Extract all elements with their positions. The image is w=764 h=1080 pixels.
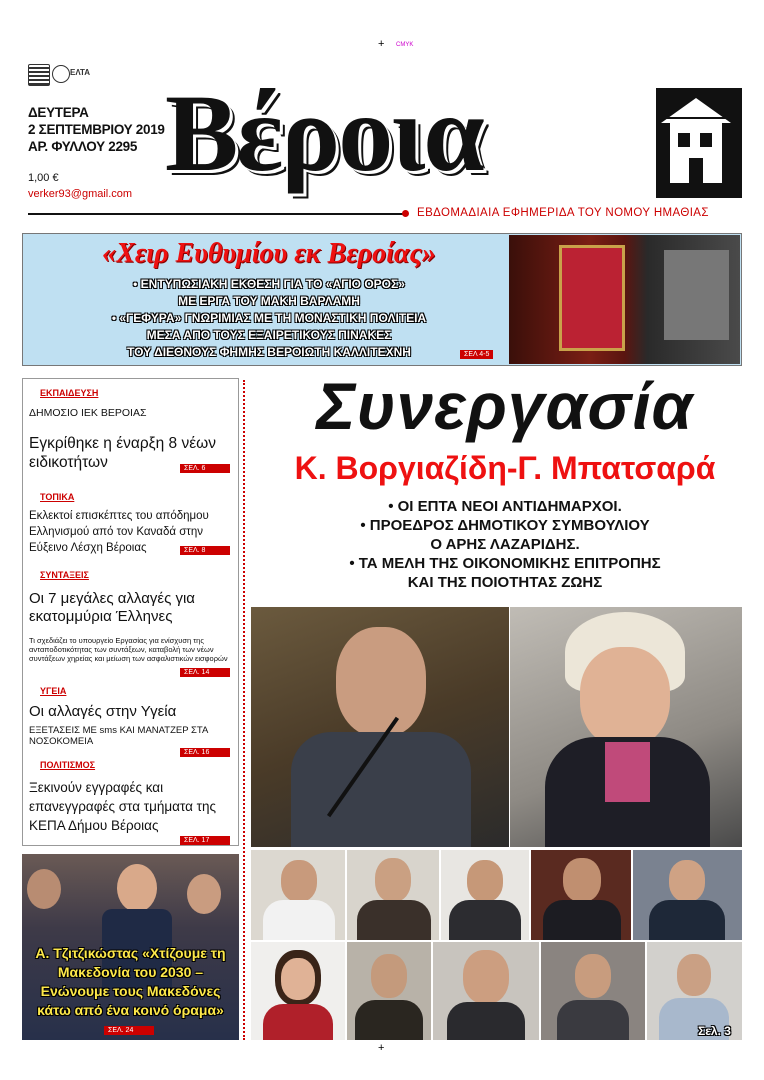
category-label: ΠΟΛΙΤΙΣΜΟΣ <box>40 760 96 770</box>
elta-label: ΕΛΤΑ <box>70 68 91 77</box>
person-head <box>467 860 503 902</box>
person-head <box>117 864 157 912</box>
banner-line: • «ΓΕΦΥΡΑ» ΓΝΩΡΙΜΙΑΣ ΜΕ ΤΗ ΜΟΝΑΣΤΙΚΗ ΠΟΛΙΤΕΙΑ <box>111 311 427 325</box>
email[interactable]: verker93@gmail.com <box>28 188 133 200</box>
person-jacket <box>355 1000 423 1040</box>
brief-headline[interactable]: Οι 7 μεγάλες αλλαγές για εκατομμύρια Έλληνες <box>29 590 195 625</box>
banner-lines <box>30 276 508 361</box>
person-head <box>27 869 61 909</box>
person-head <box>575 954 611 998</box>
person-head <box>463 950 509 1004</box>
bullet-line: • ΟΙ ΕΠΤΑ ΝΕΟΙ ΑΝΤΙΔΗΜΑΡΧΟΙ. <box>388 498 622 515</box>
brief-kicker: ΔΗΜΟΣΙΟ ΙΕΚ ΒΕΡΟΙΑΣ <box>29 407 147 419</box>
category-label: ΣΥΝΤΑΞΕΙΣ <box>40 570 89 580</box>
elta-logo <box>28 64 100 86</box>
barcode-icon <box>28 64 50 86</box>
person-suit <box>291 732 471 847</box>
person-jacket <box>649 900 725 940</box>
person-head <box>371 954 407 998</box>
person-jacket <box>357 900 431 940</box>
person-head <box>281 860 317 902</box>
person-jacket <box>263 1004 333 1040</box>
batsara-photo[interactable] <box>510 607 742 847</box>
brief-headline[interactable]: Εγκρίθηκε η έναρξη 8 νέων ειδικοτήτων <box>29 435 216 471</box>
brief-headline[interactable]: Ξεκινούν εγγραφές και επανεγγραφές στα τμήματα της ΚΕΠΑ Δήμου Βέροιας <box>29 780 217 833</box>
person-jacket <box>447 1002 525 1040</box>
newspaper-subtitle: ΕΒΔΟΜΑΔΙΑΙΑ ΕΦΗΜΕΡΙΔΑ ΤΟΥ ΝΟΜΟΥ ΗΜΑΘΙΑΣ <box>417 207 709 219</box>
page-tag[interactable]: ΣΕΛ. 14 <box>180 668 230 677</box>
brief-headline[interactable]: Οι αλλαγές στην Υγεία <box>29 703 177 720</box>
person-jacket <box>557 1000 629 1040</box>
tzitzikostas-caption[interactable]: Α. Τζιτζικώστας «Χτίζουμε τη Μακεδονία του 2030 – Ενώνουμε τους Μακεδόνες κάτω από ένα κοινό όραμα» <box>35 945 226 1018</box>
projection-screen <box>664 250 729 340</box>
page-tag[interactable]: ΣΕΛ. 8 <box>180 546 230 555</box>
person-head <box>281 958 315 1000</box>
issue-day: ΔΕΥΤΕΡΑ <box>28 105 89 120</box>
person-jacket <box>543 900 621 940</box>
person-head <box>375 858 411 902</box>
page-tag[interactable]: ΣΕΛ. 17 <box>180 836 230 845</box>
person-head <box>669 860 705 902</box>
person-head <box>563 858 601 902</box>
elta-circle-icon <box>52 65 70 83</box>
banner-line: ΜΕΣΑ ΑΠΟ ΤΟΥΣ ΕΞΑΙΡΕΤΙΚΟΥΣ ΠΙΝΑΚΕΣ <box>146 328 392 342</box>
brief-body: Τι σχεδιάζει το υπουργείο Εργασίας για ενίσχυση της ανταποδοτικότητας των συντάξεων, καταβολή των νέων συντάξεων χηρείας και μείωση των ασφαλιστικών εισφορών <box>29 636 228 663</box>
brief-kicker: ΕΞΕΤΑΣΕΙΣ ΜΕ sms ΚΑΙ ΜΑΝΑΤΖΕΡ ΣΤΑ ΝΟΣΟΚΟΜΕΙΑ <box>29 725 208 747</box>
person-scarf <box>605 742 650 802</box>
page-tag[interactable]: ΣΕΛ. 16 <box>180 748 230 757</box>
cmyk-mark: CMYK <box>396 42 414 48</box>
column-divider <box>243 380 245 1040</box>
banner-line: ΜΕ ΕΡΓΑ ΤΟΥ ΜΑΚΗ ΒΑΡΛΑΜΗ <box>178 294 360 308</box>
building-logo <box>656 88 742 198</box>
deputy-photo[interactable] <box>433 942 539 1040</box>
deputy-photo[interactable] <box>347 942 431 1040</box>
person-head <box>677 954 711 996</box>
icon-painting <box>559 245 625 351</box>
main-bullets <box>250 497 760 592</box>
exhibition-photo <box>509 235 740 364</box>
bullet-line: • ΤΑ ΜΕΛΗ ΤΗΣ ΟΙΚΟΝΟΜΙΚΗΣ ΕΠΙΤΡΟΠΗΣ <box>349 555 661 572</box>
bullet-line: Ο ΑΡΗΣ ΛΑΖΑΡΙΔΗΣ. <box>430 536 580 553</box>
main-page-ref[interactable]: Σελ. 3 <box>698 1024 731 1038</box>
crop-mark-bottom: + <box>378 1042 385 1054</box>
banner-title: «Χειρ Ευθυμίου εκ Βεροίας» <box>102 238 436 269</box>
category-label: ΥΓΕΙΑ <box>40 686 67 696</box>
main-subheadline[interactable]: Κ. Βοργιαζίδη-Γ. Μπατσαρά <box>294 450 716 486</box>
vorgiazidis-photo[interactable] <box>251 607 509 847</box>
main-headline[interactable]: Συνεργασία <box>316 369 694 443</box>
deputy-photo[interactable] <box>251 942 345 1040</box>
price: 1,00 € <box>28 172 59 184</box>
deputy-photo[interactable] <box>441 850 529 940</box>
bullet-line: • ΠΡΟΕΔΡΟΣ ΔΗΜΟΤΙΚΟΥ ΣΥΜΒΟΥΛΙΟΥ <box>360 517 650 534</box>
crop-mark-top: + <box>378 38 385 50</box>
deputy-photo[interactable] <box>531 850 631 940</box>
category-label: ΤΟΠΙΚΑ <box>40 492 75 502</box>
deputy-photo[interactable] <box>633 850 742 940</box>
masthead-rule <box>28 213 403 215</box>
date-block <box>28 104 165 155</box>
person-jacket <box>449 900 521 940</box>
deputy-photo[interactable] <box>251 850 345 940</box>
page-tag[interactable]: ΣΕΛ. 6 <box>180 464 230 473</box>
page-tag[interactable]: ΣΕΛ. 24 <box>104 1026 154 1035</box>
banner-line: ΤΟΥ ΔΙΕΘΝΟΥΣ ΦΗΜΗΣ ΒΕΡΟΙΩΤΗ ΚΑΛΛΙΤΕΧΝΗ <box>127 345 411 359</box>
banner-page-tag[interactable]: ΣΕΛ 4-5 <box>460 350 493 359</box>
brief-headline[interactable]: Εκλεκτοί επισκέπτες του απόδημου Ελληνισμού από τον Καναδά στην Εύξεινο Λέσχη Βέροιας <box>29 510 209 554</box>
masthead-title: Βέροια <box>165 72 483 194</box>
issue-number: ΑΡ. ΦΥΛΛΟΥ 2295 <box>28 139 138 154</box>
person-head <box>580 647 670 747</box>
deputy-photo[interactable] <box>541 942 645 1040</box>
bullet-line: ΚΑΙ ΤΗΣ ΠΟΙΟΤΗΤΑΣ ΖΩΗΣ <box>407 574 603 591</box>
deputy-photo[interactable] <box>347 850 439 940</box>
issue-date: 2 ΣΕΠΤΕΜΒΡΙΟΥ 2019 <box>28 122 165 137</box>
house-icon <box>656 88 742 198</box>
banner-line: • ΕΝΤΥΠΩΣΙΑΚΗ ΕΚΘΕΣΗ ΓΙΑ ΤΟ «ΑΓΙΟ ΟΡΟΣ» <box>133 277 405 291</box>
person-head <box>336 627 426 737</box>
person-head <box>187 874 221 914</box>
person-shirt <box>263 900 335 940</box>
category-label: ΕΚΠΑΙΔΕΥΣΗ <box>40 388 99 398</box>
rule-dot <box>402 210 409 217</box>
